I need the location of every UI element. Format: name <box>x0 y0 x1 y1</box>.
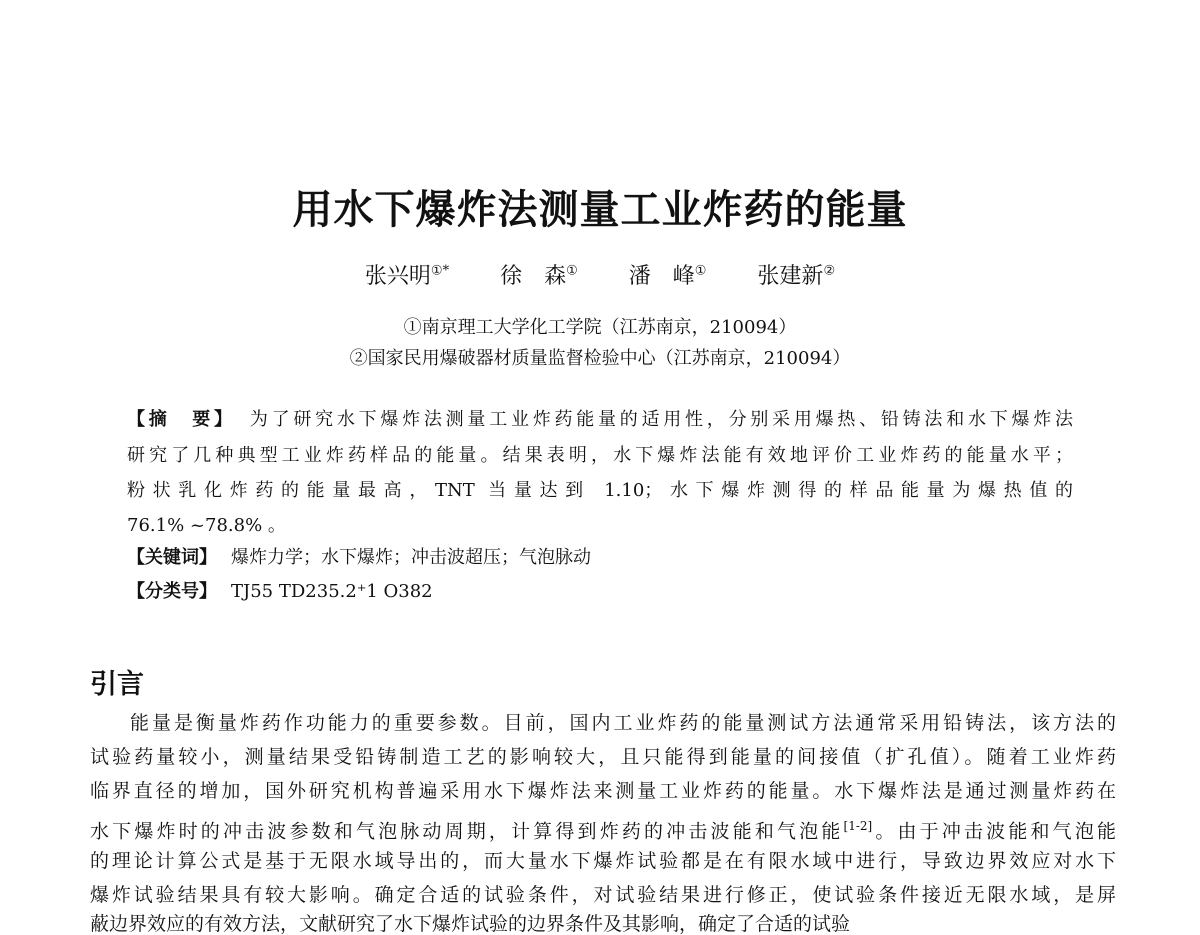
classification-text: TJ55 TD235.2⁺1 O382 <box>231 581 433 602</box>
classification-line <box>127 582 1073 602</box>
author-name: 张建新 <box>757 264 824 289</box>
body-line-1: 能量是衡量炸药作功能力的重要参数。目前，国内工业炸药的能量测试方法通常采用铅铸法，该方法的 <box>130 712 1116 734</box>
abstract-label: 【摘 要】 <box>127 409 236 430</box>
body-line-2: 试验药量较小，测量结果受铅铸制造工艺的影响较大，且只能得到能量的间接值（扩孔值）。随着工业炸药 <box>90 746 1116 768</box>
body-line-3: 临界直径的增加，国外研究机构普遍采用水下爆炸法来测量工业炸药的能量。水下爆炸法是通过测量炸药在 <box>90 780 1116 802</box>
body-line-7: 蔽边界效应的有效方法，文献研究了水下爆炸试验的边界条件及其影响，确定了合适的试验 <box>90 913 851 935</box>
author-name: 徐 森 <box>500 264 567 289</box>
author-3 <box>629 259 707 290</box>
keywords-label: 【关键词】 <box>127 547 217 568</box>
author-4 <box>757 259 835 290</box>
keywords-line <box>127 548 1073 568</box>
affiliation-2: ②国家民用爆破器材质量监督检验中心（江苏南京，210094） <box>349 348 851 369</box>
author-affil-mark: ①* <box>430 263 450 279</box>
body-line-4 <box>90 815 1116 842</box>
citation-ref: [1-2] <box>843 819 873 833</box>
abstract-line-1 <box>127 410 1073 430</box>
keywords-text: 爆炸力学；水下爆炸；冲击波超压；气泡脉动 <box>231 547 591 568</box>
author-2 <box>500 259 578 290</box>
affiliation-1: ①南京理工大学化工学院（江苏南京，210094） <box>403 317 797 338</box>
author-1 <box>365 259 449 290</box>
abstract-line-3: 粉状乳化炸药的能量最高，TNT 当量达到 1.10；水下爆炸测得的样品能量为爆热值的 <box>127 480 1073 501</box>
author-affil-mark: ① <box>566 263 578 279</box>
paper-title: 用水下爆炸法测量工业炸药的能量 <box>292 187 908 233</box>
author-affil-mark: ② <box>823 263 836 279</box>
author-affil-mark: ① <box>694 263 707 279</box>
body-line-6: 爆炸试验结果具有较大影响。确定合适的试验条件，对试验结果进行修正，使试验条件接近无限水域，是屏 <box>90 884 1116 906</box>
abstract-text: 为了研究水下爆炸法测量工业炸药能量的适用性，分别采用爆热、铅铸法和水下爆炸法 <box>249 409 1073 430</box>
author-name: 潘 峰 <box>628 264 695 289</box>
abstract-line-2: 研究了几种典型工业炸药样品的能量。结果表明，水下爆炸法能有效地评价工业炸药的能量水平； <box>127 445 1073 466</box>
classification-label: 【分类号】 <box>127 581 217 602</box>
section-heading: 引言 <box>90 669 144 700</box>
body-text: 水下爆炸时的冲击波参数和气泡脉动周期，计算得到炸药的冲击波能和气泡能 <box>90 820 844 843</box>
body-text: 。由于冲击波能和气泡能 <box>872 820 1116 843</box>
body-line-5: 的理论计算公式是基于无限水域导出的，而大量水下爆炸试验都是在有限水域中进行，导致边界效应对水下 <box>90 850 1116 872</box>
author-name: 张兴明 <box>364 264 431 289</box>
author-list <box>0 259 1200 290</box>
abstract-line-4: 76.1% ~78.8% 。 <box>127 515 286 536</box>
